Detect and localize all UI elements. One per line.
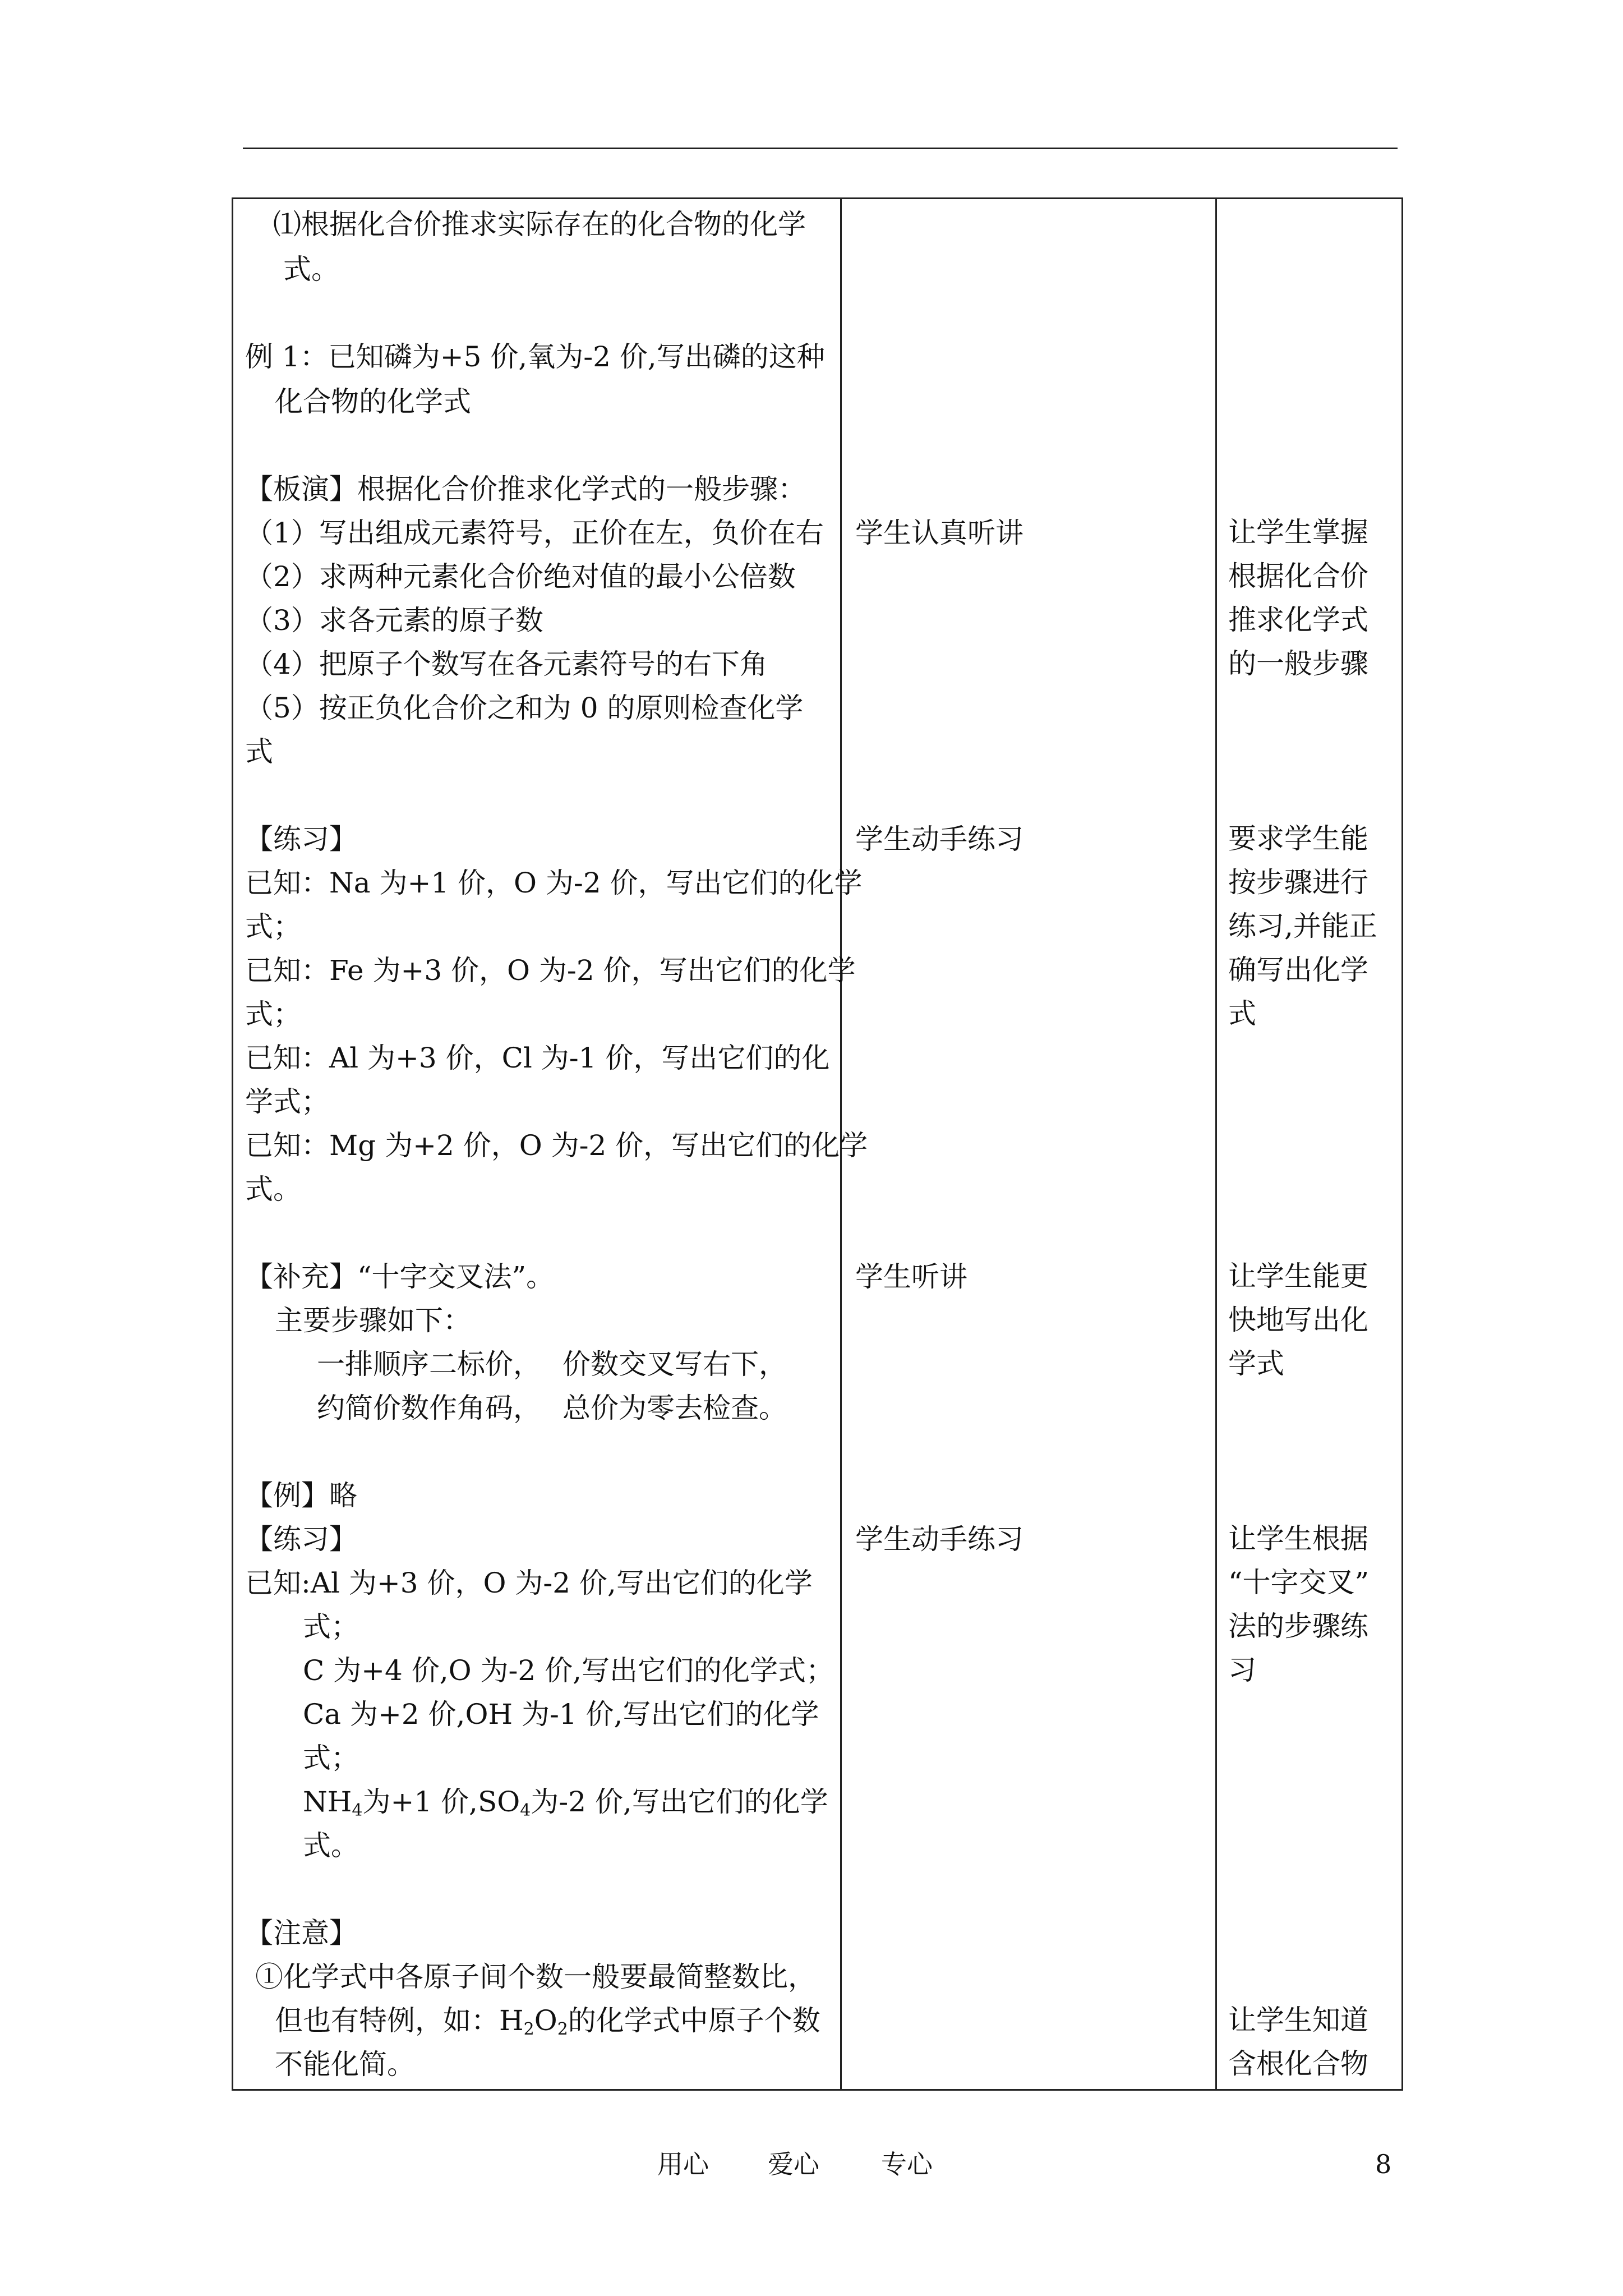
supplement-intro: 主要步骤如下： <box>275 1304 471 1337</box>
practice-title: 【练习】 <box>245 823 357 855</box>
rhyme-line: 一排顺序二标价， <box>317 1348 541 1381</box>
header-rule <box>243 148 1398 149</box>
practice-item: 式； <box>303 1611 359 1643</box>
purpose-line: 推求化学式 <box>1228 604 1368 636</box>
footer-motto: 专心 <box>881 2149 933 2179</box>
rhyme-line: 总价为零去检查。 <box>562 1392 787 1424</box>
purpose-line: 根据化合价 <box>1228 560 1368 592</box>
rhyme-line: 约简价数作角码， <box>317 1392 541 1424</box>
purpose-line: 确写出化学 <box>1228 954 1368 986</box>
practice-item: 已知:Al 为+3 价，O 为-2 价,写出它们的化学 <box>245 1567 813 1599</box>
purpose-line: 要求学生能 <box>1228 822 1368 855</box>
purpose-line: 习 <box>1228 1654 1256 1686</box>
example-omitted: 【例】略 <box>245 1479 357 1512</box>
student-activity: 学生动手练习 <box>855 1523 1023 1556</box>
step-item: （4）把原子个数写在各元素符号的右下角 <box>245 648 768 680</box>
footer-motto: 爱心 <box>768 2149 819 2179</box>
purpose-line: 让学生根据 <box>1228 1522 1368 1555</box>
practice-item: 已知：Fe 为+3 价，O 为-2 价，写出它们的化学 <box>245 954 856 987</box>
page-number: 8 <box>1375 2149 1392 2179</box>
practice-item: 式； <box>303 1742 359 1774</box>
purpose-line: 让学生能更 <box>1228 1260 1368 1292</box>
column-divider <box>1215 199 1217 2089</box>
example-line: 化合物的化学式 <box>275 385 471 418</box>
practice-item: 式； <box>245 998 301 1030</box>
purpose-line: 快地写出化 <box>1228 1304 1368 1336</box>
purpose-line: 的一般步骤 <box>1228 647 1368 680</box>
purpose-line: 让学生掌握 <box>1228 516 1368 549</box>
practice-item: C 为+4 价,O 为-2 价,写出它们的化学式； <box>303 1654 834 1687</box>
purpose-line: 法的步骤练 <box>1228 1610 1368 1642</box>
note-line: 但也有特例，如：$H_2O_2$的化学式中原子个数 <box>275 2004 820 2039</box>
note-title: 【注意】 <box>245 1917 357 1949</box>
purpose-line: 练习,并能正 <box>1228 910 1377 942</box>
practice-item: 已知：Na 为+1 价，O 为-2 价，写出它们的化学 <box>245 867 863 899</box>
step-item: （1）写出组成元素符号，正价在左，负价在右 <box>245 517 824 549</box>
practice-item: 式； <box>245 910 301 943</box>
supplement-title: 【补充】“十字交叉法”。 <box>245 1260 555 1293</box>
student-activity: 学生听讲 <box>855 1260 967 1293</box>
practice-item: Ca 为+2 价,OH 为-1 价,写出它们的化学 <box>303 1698 819 1731</box>
purpose-line: 让学生知道 <box>1228 2004 1368 2036</box>
practice-item: 已知：Mg 为+2 价，O 为-2 价，写出它们的化学 <box>245 1129 868 1162</box>
step-item: （3）求各元素的原子数 <box>245 604 543 637</box>
practice-item: 式。 <box>303 1829 359 1862</box>
purpose-line: 含根化合物 <box>1228 2047 1368 2080</box>
practice-item: 已知：Al 为+3 价，Cl 为-1 价，写出它们的化 <box>245 1042 830 1074</box>
note-line: ①化学式中各原子间个数一般要最简整数比， <box>255 1961 816 1993</box>
step-item: 式 <box>245 735 273 768</box>
rhyme-line: 价数交叉写右下， <box>562 1348 787 1381</box>
step-item: （2）求两种元素化合价绝对值的最小公倍数 <box>245 560 796 593</box>
note-line: 不能化简。 <box>275 2048 415 2081</box>
student-activity: 学生动手练习 <box>855 823 1023 855</box>
step-item: （5）按正负化合价之和为 0 的原则检查化学 <box>245 692 804 724</box>
practice-item: 式。 <box>245 1173 301 1205</box>
section-heading-cont: 式。 <box>283 253 339 286</box>
practice-title: 【练习】 <box>245 1523 357 1556</box>
example-line: 例 1：已知磷为+5 价,氧为-2 价,写出磷的这种 <box>245 341 825 373</box>
section-heading: ⑴根据化合价推求实际存在的化合物的化学 <box>273 208 806 241</box>
student-activity: 学生认真听讲 <box>855 517 1023 549</box>
footer-motto: 用心 <box>657 2149 709 2179</box>
purpose-line: 式 <box>1228 997 1256 1030</box>
purpose-line: 按步骤进行 <box>1228 866 1368 899</box>
practice-item: $NH_4$为+1 价$,SO_4$为-2 价,写出它们的化学 <box>303 1786 828 1820</box>
purpose-line: “十字交叉” <box>1228 1566 1370 1599</box>
board-title: 【板演】根据化合价推求化学式的一般步骤： <box>245 473 806 505</box>
purpose-line: 学式 <box>1228 1347 1284 1380</box>
practice-item: 学式； <box>245 1085 329 1118</box>
